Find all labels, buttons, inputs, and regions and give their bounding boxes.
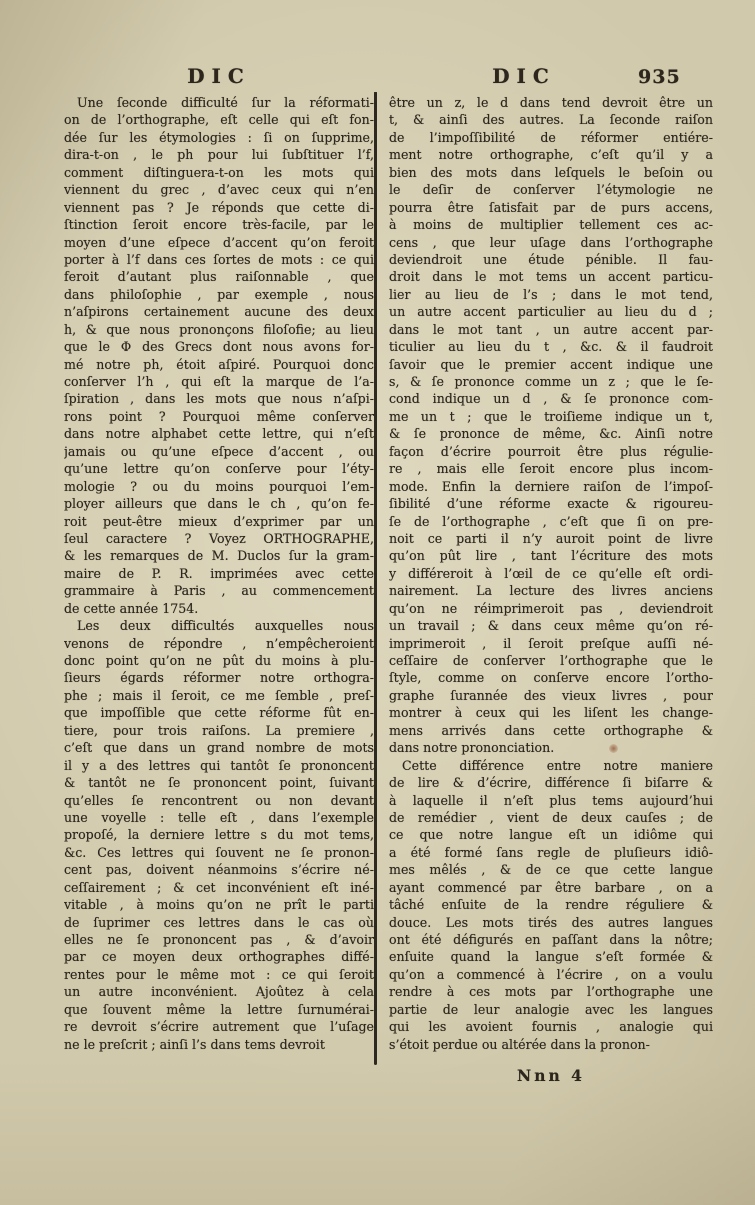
text-line: feroit d’autant plus raiſonnable , que: [64, 269, 374, 285]
text-line: cens , que leur uſage dans l’orthographe: [389, 234, 713, 250]
text-line: tâché enſuite de la rendre réguliere &: [389, 897, 713, 913]
text-line: rentes pour le même mot : ce qui ſeroit: [64, 966, 374, 982]
text-line: rons point ? Pourquoi même conſerver: [64, 408, 374, 424]
text-line: Les deux difficultés auxquelles nous: [77, 618, 374, 634]
text-line: ployer ailleurs que dans le ch , qu’on fe-: [64, 496, 374, 512]
text-line: moyen d’une eſpece d’accent qu’on feroit: [64, 234, 374, 250]
text-line: graphe ſurannée des vieux livres , pour: [389, 687, 713, 703]
text-line: qu’on ne réimprimeroit pas , deviendroit: [389, 600, 713, 616]
text-line: &c. Ces lettres qui ſouvent ne ſe pronon-: [64, 844, 374, 860]
text-line: un autre inconvénient. Ajoûtez à cela: [64, 984, 374, 1000]
text-line: Une ſeconde difficulté ſur la réformati-: [77, 95, 374, 110]
text-line: que le Φ des Grecs dont nous avons for-: [64, 339, 374, 355]
text-line: dans notre prononciation.: [389, 740, 555, 756]
text-line: re devroit s’écrire autrement que l’uſage: [64, 1019, 374, 1035]
text-line: de remédier , vient de deux cauſes ; de: [389, 809, 713, 825]
text-line: vitable , à moins qu’on ne prît le parti: [64, 897, 374, 913]
text-line: ſtyle, comme on conſerve encore l’ortho-: [389, 670, 713, 686]
text-line: nairement. La lecture des livres anciens: [389, 583, 713, 599]
text-line: cond indique un d , & ſe prononce com-: [389, 391, 713, 407]
text-line: on de l’orthographe, eſt celle qui eſt fon-: [64, 112, 374, 128]
text-line: conſerver l’h , qui eſt la marque de l’a-: [64, 374, 374, 389]
text-line: dée ſur les étymologies : ſi on ſupprime,: [64, 129, 374, 145]
text-line: ceſſairement ; & cet inconvénient eſt iné-: [64, 879, 374, 895]
paper-stain: [609, 744, 618, 753]
text-line: ayant commencé par être barbare , on a: [389, 879, 713, 895]
text-line: roit peut-être mieux d’exprimer par un: [64, 513, 374, 529]
signature-mark: Nnn 4: [517, 1066, 585, 1085]
text-line: un travail ; & dans ceux même qu’on ré-: [389, 618, 713, 634]
text-line: comment diſtinguera-t-on les mots qui: [64, 164, 374, 180]
text-line: cent pas, doivent néanmoins s’écrire né-: [64, 862, 374, 878]
text-line: que impoſſible que cette réforme fût en-: [64, 705, 374, 721]
text-line: mode. Enfin la derniere raiſon de l’impoſ-: [389, 478, 713, 494]
text-line: Cette différence entre notre maniere: [402, 757, 713, 773]
column-divider-rule: [374, 92, 377, 1065]
text-line: de ſuprimer ces lettres dans le cas où: [64, 914, 374, 930]
text-line: noit ce parti il n’y auroit point de livre: [389, 530, 713, 546]
text-line: viennent pas ? Je réponds que cette di-: [64, 199, 374, 215]
text-line: dans le mot tant , un autre accent par-: [389, 321, 713, 337]
text-line: montrer à ceux qui les liſent les change-: [389, 705, 713, 721]
text-line: h, & que nous prononçons filoſofie; au lieu: [64, 321, 374, 337]
text-line: un autre accent particulier au lieu du d ;: [389, 304, 713, 320]
text-line: douce. Les mots tirés des autres langues: [389, 914, 713, 930]
text-line: ſe de l’orthographe , c’eſt que ſi on pre-: [389, 513, 713, 529]
text-line: elles ne ſe prononcent pas , & d’avoir: [64, 932, 374, 947]
text-line: à laquelle il n’eſt plus tems aujourd’hui: [389, 792, 713, 808]
text-line: ont été défigurés en paſſant dans la nôtre;: [389, 932, 713, 947]
text-line: deviendroit une étude pénible. Il fau-: [389, 251, 713, 267]
text-line: ceſſaire de conſerver l’orthographe que le: [389, 653, 713, 668]
text-line: re , mais elle ſeroit encore plus incom-: [389, 461, 713, 477]
text-line: ſibilité d’une réforme exacte & rigoureu-: [389, 496, 713, 512]
text-line: s’étoit perdue ou altérée dans la pronon-: [389, 1036, 650, 1052]
text-line: qui les avoient fournis , analogie qui: [389, 1019, 713, 1035]
text-line: par ce moyen deux orthographes diffé-: [64, 949, 374, 965]
text-line: bien des mots dans leſquels le beſoin ou: [389, 164, 713, 180]
text-line: ſpiration , dans les mots que nous n’aſpi-: [64, 391, 374, 407]
text-line: le deſir de conſerver l’étymologie ne: [389, 182, 713, 198]
text-line: ſavoir que le premier accent indique une: [389, 356, 713, 372]
text-line: mes mêlés , & de ce que cette langue: [389, 862, 713, 878]
text-line: qu’on pût lire , tant l’écriture des mots: [389, 548, 713, 564]
text-line: imprimeroit , il ſeroit preſque auſſi né-: [389, 635, 713, 651]
text-line: rendre à ces mots par l’orthographe une: [389, 984, 713, 1000]
text-line: n’aſpirons certainement aucune des deux: [64, 304, 374, 320]
text-line: ne le preſcrit ; ainſi l’s dans tems devroit: [64, 1036, 325, 1052]
text-line: enſuite quand la langue s’eſt formée &: [389, 949, 713, 965]
text-line: ticulier au lieu du t , &c. & il faudroit: [389, 339, 713, 355]
text-line: mé notre ph, étoit aſpiré. Pourquoi donc: [64, 356, 374, 372]
text-line: t, & ainſi des autres. La ſeconde raiſon: [389, 112, 713, 128]
text-line: & tantôt ne ſe prononcent point, ſuivant: [64, 775, 374, 791]
text-line: dans notre alphabet cette lettre, qui n’eſt: [64, 426, 374, 442]
text-line: qu’une lettre qu’on conſerve pour l’éty-: [64, 461, 374, 477]
text-line: me un t ; que le troiſieme indique un t,: [389, 408, 713, 424]
text-line: qu’on a commencé à l’écrire , on a voulu: [389, 966, 713, 982]
running-title-left: DIC: [187, 64, 251, 88]
text-line: & les remarques de M. Duclos ſur la gram-: [64, 548, 374, 564]
text-line: grammaire à Paris , au commencement: [64, 583, 374, 599]
text-line: venons de répondre , n’empêcheroient: [64, 635, 374, 651]
text-line: que ſouvent même la lettre ſurnumérai-: [64, 1001, 374, 1017]
text-line: a été formé ſans regle de pluſieurs idiô-: [389, 844, 713, 860]
text-line: tiere, pour trois raiſons. La premiere ,: [64, 722, 374, 738]
text-line: y différeroit à l’œil de ce qu’elle eſt ordi-: [389, 565, 713, 581]
text-line: jamais ou qu’une eſpece d’accent , ou: [64, 443, 374, 459]
text-line: de l’impoſſibilité de réformer entiére-: [389, 129, 713, 145]
text-line: c’eſt que dans un grand nombre de mots: [64, 740, 374, 756]
text-line: partie de leur analogie avec les langues: [389, 1001, 713, 1017]
text-line: dans philoſophie , par exemple , nous: [64, 286, 374, 302]
text-line: s, & ſe prononce comme un z ; que le ſe-: [389, 374, 713, 389]
text-line: lier au lieu de l’s ; dans le mot tend,: [389, 286, 713, 302]
text-column-left: [64, 94, 374, 1053]
text-line: droit dans le mot tems un accent particu-: [389, 269, 713, 285]
text-line: être un z, le d dans tend devroit être un: [389, 95, 713, 110]
text-line: porter à l’f dans ces ſortes de mots : ce qui: [64, 251, 374, 267]
text-line: maire de P. R. imprimées avec cette: [64, 565, 374, 581]
text-line: une voyelle : telle eſt , dans l’exemple: [64, 809, 374, 825]
text-line: propoſé, la derniere lettre s du mot tems,: [64, 827, 374, 843]
text-line: il y a des lettres qui tantôt ſe prononcent: [64, 757, 374, 773]
text-line: donc point qu’on ne pût du moins à plu-: [64, 653, 374, 668]
text-line: qu’elles ſe rencontrent ou non devant: [64, 792, 374, 808]
text-line: de cette année 1754.: [64, 600, 199, 616]
text-column-right: [389, 94, 713, 1053]
text-line: phe ; mais il ſeroit, ce me ſemble , preſ-: [64, 687, 374, 703]
text-line: dira-t-on , le ph pour lui ſubſtituer l’f,: [64, 147, 374, 163]
text-line: à moins de multiplier tellement ces ac-: [389, 217, 713, 233]
text-line: ſeul caractere ? Voyez ORTHOGRAPHE,: [64, 530, 374, 546]
text-line: ce que notre langue eſt un idiôme qui: [389, 827, 713, 843]
text-line: mens arrivés dans cette orthographe &: [389, 722, 713, 738]
text-line: ment notre orthographe, c’eſt qu’il y a: [389, 147, 713, 163]
running-title-right: DIC: [492, 64, 556, 88]
text-line: & ſe prononce de même, &c. Ainſi notre: [389, 426, 713, 442]
text-line: façon d’écrire pourroit être plus régulie-: [389, 443, 713, 459]
text-line: ſtinction ſeroit encore très-facile, par le: [64, 217, 374, 233]
text-line: ſieurs égards réformer notre orthogra-: [64, 670, 374, 686]
text-line: viennent du grec , d’avec ceux qui n’en: [64, 182, 374, 198]
text-line: de lire & d’écrire, différence ſi biſarre &: [389, 775, 713, 791]
text-line: pourra être ſatisfait par de purs accens,: [389, 199, 713, 215]
text-line: mologie ? ou du moins pourquoi l’em-: [64, 478, 374, 494]
page-number: 935: [638, 66, 681, 88]
